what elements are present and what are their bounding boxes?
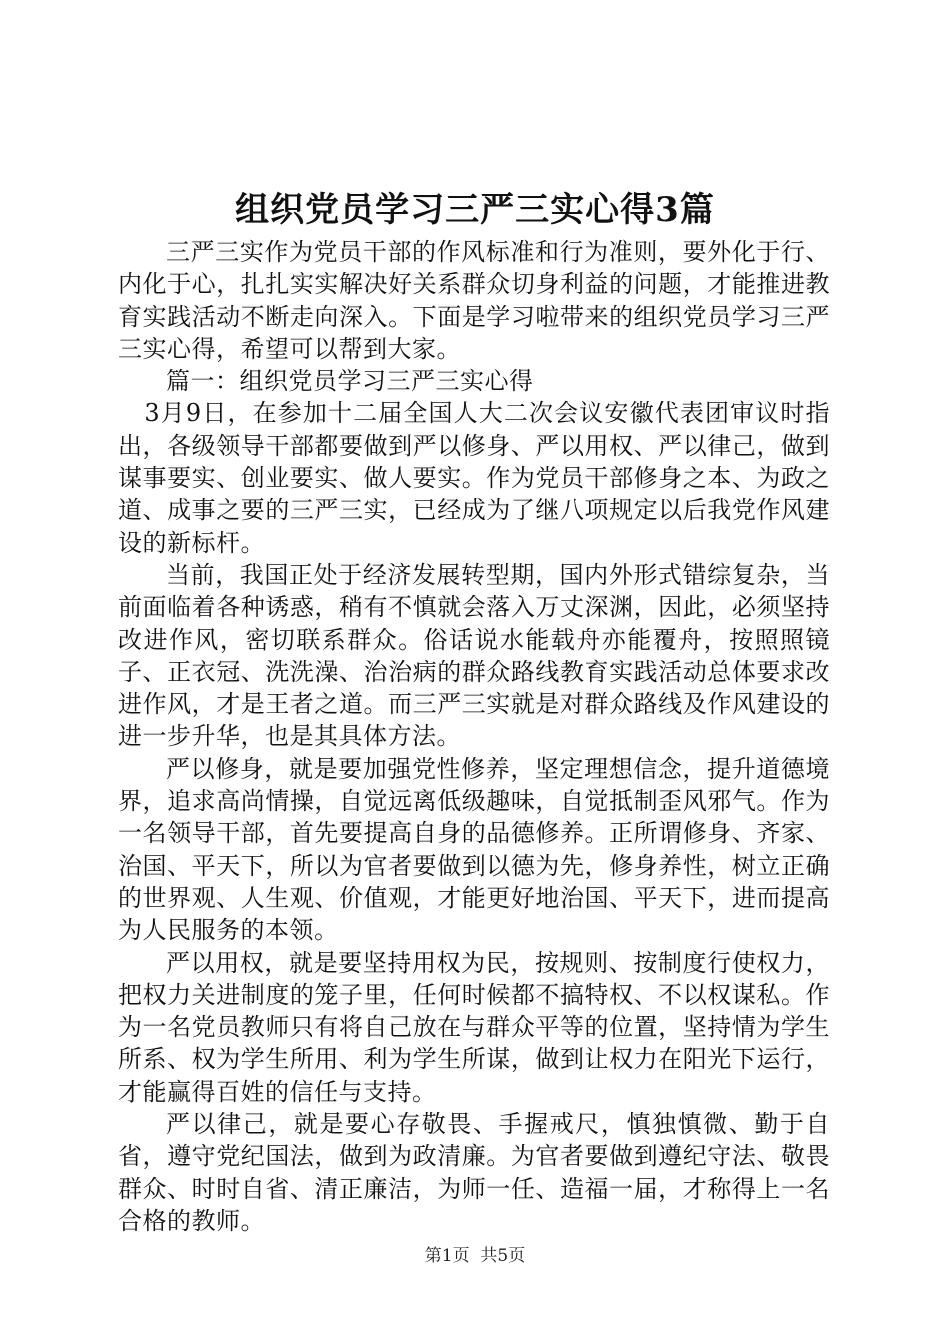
intro-paragraph: 三严三实作为党员干部的作风标准和行为准则，要外化于行、内化于心，扎扎实实解决好关系群众切身利益的问题，才能推进教育实践活动不断走向深入。下面是学习啦带来的组织党员学习三严三实心得，希望可以帮到大家。 [118, 238, 830, 363]
page-number-total: 共5页 [480, 1246, 526, 1266]
body-paragraph: 严以用权，就是要坚持用权为民，按规则、按制度行使权力，把权力关进制度的笼子里，任何时候都不搞特权、不以权谋私。作为一名党员教师只有将自己放在与群众平等的位置，坚持情为学生所系、权为学生所用、利为学生所谋，做到让权力在阳光下运行，才能赢得百姓的信任与支持。 [118, 948, 830, 1106]
body-paragraph: 严以修身，就是要加强党性修养，坚定理想信念，提升道德境界，追求高尚情操，自觉远离低级趣味，自觉抵制歪风邪气。作为一名领导干部，首先要提高自身的品德修养。正所谓修身、齐家、治国、平天下，所以为官者要做到以德为先，修身养性，树立正确的世界观、人生观、价值观，才能更好地治国、平天下，进而提高为人民服务的本领。 [118, 754, 830, 945]
document-title: 组织党员学习三严三实心得3篇 [235, 190, 715, 230]
document-body [118, 236, 830, 1237]
body-paragraph: 严以律己，就是要心存敬畏、手握戒尺，慎独慎微、勤于自省，遵守党纪国法，做到为政清廉。为官者要做到遵纪守法、敬畏群众、时时自省、清正廉洁，为师一任、造福一届，才称得上一名合格的教师。 [118, 1110, 830, 1235]
body-paragraph: 当前，我国正处于经济发展转型期，国内外形式错综复杂，当前面临着各种诱惑，稍有不慎就会落入万丈深渊，因此，必须坚持改进作风，密切联系群众。俗话说水能载舟亦能覆舟，按照照镜子、正衣冠、洗洗澡、治治病的群众路线教育实践活动总体要求改进作风，才是王者之道。而三严三实就是对群众路线及作风建设的进一步升华，也是其具体方法。 [118, 560, 830, 751]
page-number-current: 第1页 [424, 1246, 470, 1266]
body-paragraph: 3月9日，在参加十二届全国人大二次会议安徽代表团审议时指出，各级领导干部都要做到严以修身、严以用权、严以律己，做到谋事要实、创业要实、做人要实。作为党员干部修身之本、为政之道、成事之要的三严三实，已经成为了继八项规定以后我党作风建设的新标杆。 [118, 399, 830, 557]
page-footer [0, 1244, 950, 1268]
section-heading: 篇一：组织党员学习三严三实心得 [166, 367, 534, 396]
